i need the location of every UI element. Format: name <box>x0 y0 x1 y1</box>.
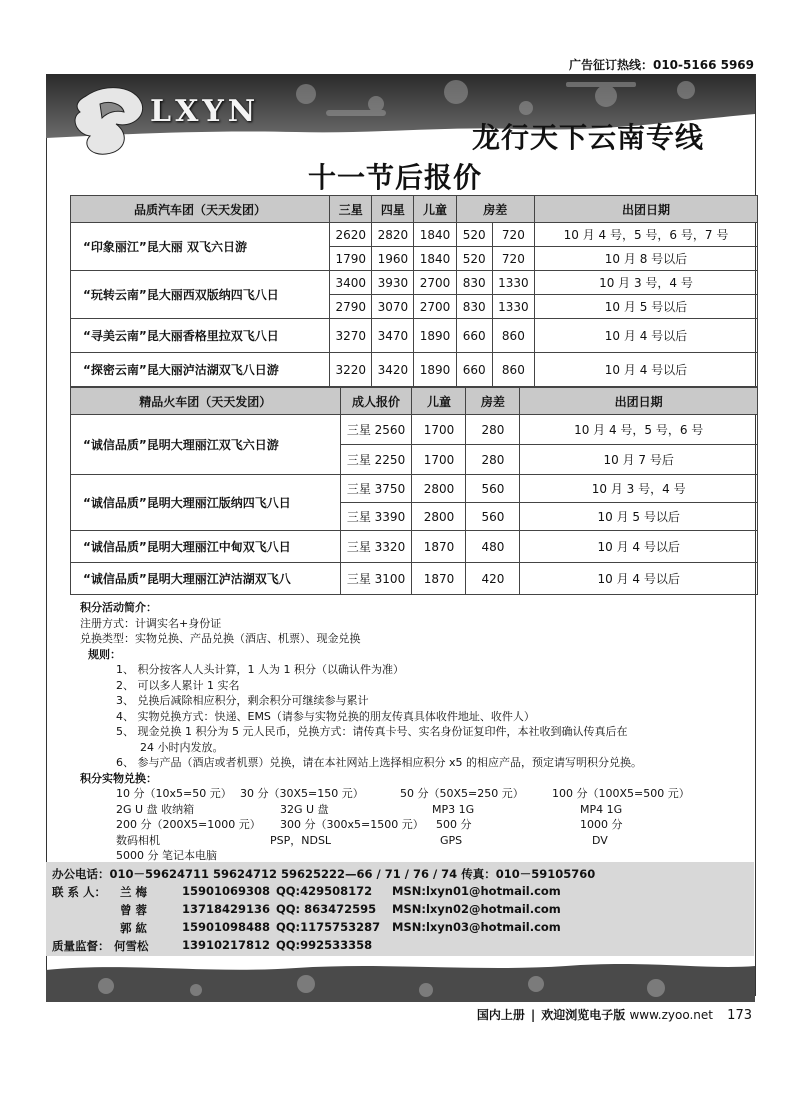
departure-cell: 10 月 5 号以后 <box>520 503 758 531</box>
rule-item: 5、 现金兑换 1 积分为 5 元人民币，兑换方式：请传真卡号、实名身份证复印件，本社收到确认传真后在 <box>116 725 628 738</box>
train-tour-price-table <box>70 387 758 595</box>
points-cell: 300 分（300x5=1500 元） <box>280 818 424 831</box>
points-cell: 2G U 盘 收纳箱 <box>116 802 195 816</box>
contact-row <box>46 884 746 901</box>
contact-person: 兰 梅 <box>120 885 148 899</box>
col-header-room-diff: 房差 <box>466 388 520 415</box>
departure-cell: 10 月 5 号以后 <box>534 295 757 319</box>
footer-url[interactable]: www.zyoo.net <box>629 1008 713 1022</box>
col-header-4star: 四星 <box>372 196 414 223</box>
points-cell: 5000 分 笔记本电脑 <box>116 849 217 862</box>
price-cell: 720 <box>492 247 534 271</box>
col-header-route: 品质汽车团（天天发团） <box>71 196 330 223</box>
points-intro: 积分活动简介： <box>80 601 157 614</box>
price-cell: 三星 3750 <box>340 475 412 503</box>
footer-note: 欢迎浏览电子版 <box>541 1008 626 1022</box>
points-row <box>80 802 740 818</box>
departure-cell: 10 月 7 号后 <box>520 445 758 475</box>
route-name: “印象丽江”昆大丽 双飞六日游 <box>71 223 330 271</box>
ad-hotline: 广告征订热线：010-5166 5969 <box>568 58 754 72</box>
table-row <box>71 531 758 563</box>
rule-item: 4、 实物兑换方式：快递、EMS（请参与实物兑换的朋友传真具体收件地址、收件人） <box>116 709 535 723</box>
departure-cell: 10 月 3 号，4 号 <box>520 475 758 503</box>
price-cell: 1790 <box>330 247 372 271</box>
col-header-3star: 三星 <box>330 196 372 223</box>
table-header-row <box>71 196 758 223</box>
points-exchange-types: 兑换类型：实物兑换、产品兑换（酒店、机票）、现金兑换 <box>80 632 361 645</box>
departure-cell: 10 月 4 号以后 <box>520 563 758 595</box>
price-cell: 1330 <box>492 295 534 319</box>
rule-item: 1、 积分按客人人头计算，1 人为 1 积分（以确认件为准） <box>116 663 404 676</box>
price-cell: 1960 <box>372 247 414 271</box>
page-title: 龙行天下云南专线 <box>471 121 704 154</box>
contact-phone[interactable]: 15901069308 <box>182 884 271 898</box>
price-cell: 2800 <box>412 475 466 503</box>
price-cell: 1840 <box>414 223 456 247</box>
price-cell: 3270 <box>330 319 372 353</box>
departure-cell: 10 月 4 号以后 <box>520 531 758 563</box>
contact-phone[interactable]: 13718429136 <box>182 902 271 916</box>
price-cell: 860 <box>492 353 534 387</box>
table-row <box>71 271 758 295</box>
points-cell: 数码相机 <box>116 833 160 847</box>
points-items-label: 积分实物兑换： <box>80 771 157 785</box>
col-header-departure: 出团日期 <box>520 388 758 415</box>
points-cell: PSP，NDSL <box>270 833 332 847</box>
price-cell: 2700 <box>414 271 456 295</box>
points-cell: MP3 1G <box>432 802 475 816</box>
price-cell: 1890 <box>414 319 456 353</box>
qc-label: 质量监督： <box>52 939 110 953</box>
price-cell: 三星 3320 <box>340 531 412 563</box>
departure-cell: 10 月 4 号以后 <box>534 353 757 387</box>
points-cell: MP4 1G <box>580 802 623 816</box>
price-cell: 1700 <box>412 445 466 475</box>
points-rules-label: 规则： <box>88 647 121 661</box>
contact-label: 联 系 人： <box>52 885 107 899</box>
price-cell: 2620 <box>330 223 372 247</box>
page-number: 173 <box>727 1008 752 1023</box>
price-cell: 3400 <box>330 271 372 295</box>
footer-section: 国内上册 <box>476 1008 525 1022</box>
route-name: “探密云南”昆大丽泸沽湖双飞八日游 <box>71 353 330 387</box>
price-cell: 3070 <box>372 295 414 319</box>
points-cell: GPS <box>440 833 463 847</box>
points-cell: 50 分（50X5=250 元） <box>400 787 524 800</box>
points-cell: DV <box>592 833 608 847</box>
col-header-room-diff: 房差 <box>456 196 534 223</box>
price-cell: 1890 <box>414 353 456 387</box>
price-cell: 1700 <box>412 415 466 445</box>
table-row <box>71 475 758 503</box>
qc-qq[interactable]: QQ:992533358 <box>276 938 373 952</box>
price-cell: 3470 <box>372 319 414 353</box>
logo-wordmark: LXYN <box>150 94 260 129</box>
price-cell: 520 <box>456 223 492 247</box>
page-footer <box>477 1006 752 1023</box>
price-cell: 830 <box>456 271 492 295</box>
points-cell: 1000 分 <box>580 818 623 831</box>
contact-person: 曾 蓉 <box>120 903 148 917</box>
quality-row <box>46 938 746 955</box>
table-row <box>71 563 758 595</box>
price-cell: 1840 <box>414 247 456 271</box>
price-cell: 2820 <box>372 223 414 247</box>
qc-person: 何雪松 <box>114 939 149 953</box>
table-row <box>71 353 758 387</box>
price-cell: 280 <box>466 445 520 475</box>
dragon-icon <box>75 88 143 155</box>
points-cell: 200 分（200X5=1000 元） <box>116 818 261 831</box>
col-header-child: 儿童 <box>414 196 456 223</box>
price-cell: 660 <box>456 353 492 387</box>
price-cell: 1870 <box>412 563 466 595</box>
contact-row <box>46 902 746 919</box>
points-cell: 500 分 <box>436 818 472 831</box>
price-cell: 660 <box>456 319 492 353</box>
rule-item-cont: 24 小时内发放。 <box>140 740 224 754</box>
price-cell: 3220 <box>330 353 372 387</box>
footer-banner <box>46 960 755 1002</box>
contact-person: 郭 紘 <box>120 921 148 935</box>
contact-row <box>46 920 746 937</box>
price-cell: 2700 <box>414 295 456 319</box>
office-phone: 办公电话：010－59624711 59624712 59625222—66 / 71 / 76 / 74 传真：010－59105760 <box>52 867 596 881</box>
price-cell: 280 <box>466 415 520 445</box>
contact-phone[interactable]: 15901098488 <box>182 920 271 934</box>
departure-cell: 10 月 4 号以后 <box>534 319 757 353</box>
table-row <box>71 319 758 353</box>
departure-cell: 10 月 4 号，5 号，6 号 <box>520 415 758 445</box>
price-cell: 520 <box>456 247 492 271</box>
col-header-adult: 成人报价 <box>340 388 412 415</box>
route-name: “诚信品质”昆明大理丽江中甸双飞八日 <box>71 531 341 563</box>
route-name: “诚信品质”昆明大理丽江版纳四飞八日 <box>71 475 341 531</box>
contact-msn[interactable]: MSN:lxyn01@hotmail.com <box>392 884 561 898</box>
price-cell: 2800 <box>412 503 466 531</box>
table-row <box>71 415 758 445</box>
rule-item: 6、 参与产品（酒店或者机票）兑换，请在本社网站上选择相应积分 x5 的相应产品，预定请写明积分兑换。 <box>116 756 642 769</box>
route-name: “诚信品质”昆明大理丽江双飞六日游 <box>71 415 341 475</box>
page-subtitle: 十一节后报价 <box>308 161 483 194</box>
table-row <box>71 223 758 247</box>
route-name: “寻美云南”昆大丽香格里拉双飞八日 <box>71 319 330 353</box>
price-cell: 720 <box>492 223 534 247</box>
points-register: 注册方式：计调实名+身份证 <box>80 616 222 630</box>
price-cell: 480 <box>466 531 520 563</box>
price-cell: 三星 2250 <box>340 445 412 475</box>
col-header-departure: 出团日期 <box>534 196 757 223</box>
points-row <box>80 786 740 802</box>
points-row <box>80 833 740 849</box>
points-cell: 30 分（30X5=150 元） <box>240 787 364 800</box>
contact-qq[interactable]: QQ:429508172 <box>276 884 373 898</box>
price-cell: 3420 <box>372 353 414 387</box>
price-cell: 三星 2560 <box>340 415 412 445</box>
col-header-route: 精品火车团（天天发团） <box>71 388 341 415</box>
price-cell: 560 <box>466 475 520 503</box>
price-cell: 860 <box>492 319 534 353</box>
price-cell: 420 <box>466 563 520 595</box>
price-cell: 3930 <box>372 271 414 295</box>
col-header-child: 儿童 <box>412 388 466 415</box>
contact-qq[interactable]: QQ: 863472595 <box>276 902 377 916</box>
contact-msn[interactable]: MSN:lxyn03@hotmail.com <box>392 920 561 934</box>
contact-msn[interactable]: MSN:lxyn02@hotmail.com <box>392 902 561 916</box>
rule-item: 3、 兑换后减除相应积分，剩余积分可继续参与累计 <box>116 694 369 707</box>
price-cell: 1870 <box>412 531 466 563</box>
points-cell: 32G U 盘 <box>280 802 329 816</box>
departure-cell: 10 月 8 号以后 <box>534 247 757 271</box>
points-row <box>80 817 740 833</box>
price-cell: 2790 <box>330 295 372 319</box>
contact-block <box>46 862 754 956</box>
departure-cell: 10 月 3 号，4 号 <box>534 271 757 295</box>
price-cell: 三星 3390 <box>340 503 412 531</box>
car-tour-price-table <box>70 195 758 387</box>
price-cell: 1330 <box>492 271 534 295</box>
route-name: “玩转云南”昆大丽西双版纳四飞八日 <box>71 271 330 319</box>
qc-phone[interactable]: 13910217812 <box>182 938 271 952</box>
points-cell: 100 分（100X5=500 元） <box>552 787 690 800</box>
price-cell: 三星 3100 <box>340 563 412 595</box>
departure-cell: 10 月 4 号，5 号，6 号，7 号 <box>534 223 757 247</box>
route-name: “诚信品质”昆明大理丽江泸沽湖双飞八 <box>71 563 341 595</box>
points-cell: 10 分（10x5=50 元） <box>116 787 232 800</box>
points-program <box>80 600 740 864</box>
rule-item: 2、 可以多人累计 1 实名 <box>116 678 240 692</box>
table-header-row <box>71 388 758 415</box>
contact-qq[interactable]: QQ:1175753287 <box>276 920 381 934</box>
footer-separator: | <box>530 1008 536 1022</box>
price-cell: 830 <box>456 295 492 319</box>
price-cell: 560 <box>466 503 520 531</box>
